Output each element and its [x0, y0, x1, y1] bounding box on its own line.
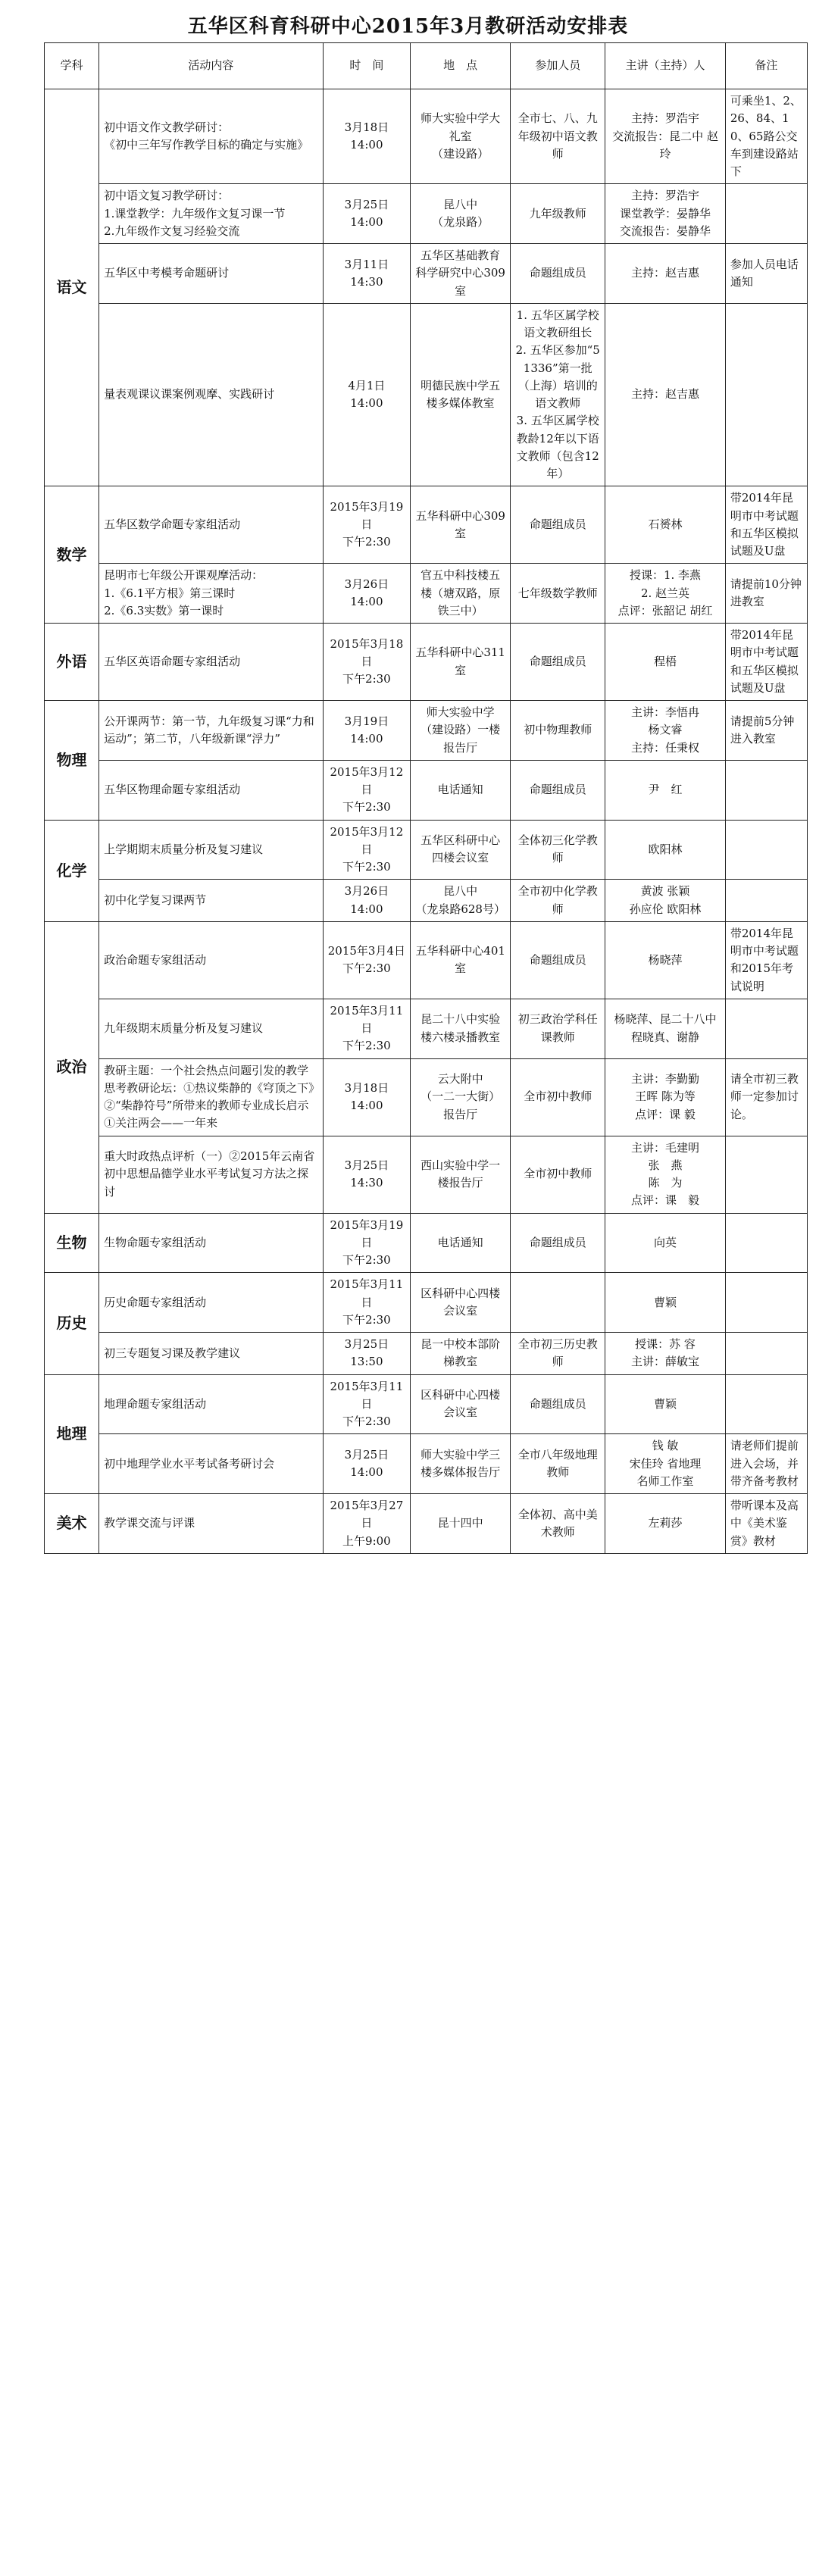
- content-cell: 初三专题复习课及教学建议: [99, 1333, 324, 1375]
- people-cell: 七年级数学教师: [511, 564, 605, 624]
- header-row: [45, 43, 808, 89]
- speaker-cell: 主讲：李悟冉 杨文睿 主持：任秉权: [605, 701, 726, 761]
- content-cell: 上学期期末质量分析及复习建议: [99, 820, 324, 880]
- note-cell: [725, 303, 807, 486]
- table-row: [45, 701, 808, 761]
- table-row: [45, 999, 808, 1058]
- content-cell: 五华区中考模考命题研讨: [99, 244, 324, 304]
- place-cell: 五华科研中心401室: [411, 921, 511, 999]
- content-cell: 初中化学复习课两节: [99, 880, 324, 922]
- header-note: 备注: [725, 43, 807, 89]
- place-cell: 电话通知: [411, 760, 511, 820]
- people-cell: 初中物理教师: [511, 701, 605, 761]
- time-cell: 2015年3月27日 上午9:00: [323, 1494, 410, 1554]
- place-cell: 昆二十八中实验楼六楼录播教室: [411, 999, 511, 1058]
- subject-cell: 政治: [45, 921, 99, 1213]
- people-cell: 命题组成员: [511, 486, 605, 564]
- header-people: 参加人员: [511, 43, 605, 89]
- speaker-cell: 石赟林: [605, 486, 726, 564]
- speaker-cell: 向英: [605, 1213, 726, 1273]
- speaker-cell: 主讲：李勤勤 王晖 陈为等 点评：课 毅: [605, 1058, 726, 1136]
- people-cell: 命题组成员: [511, 1374, 605, 1434]
- table-row: [45, 1273, 808, 1333]
- table-row: [45, 1213, 808, 1273]
- time-cell: 2015年3月19日 下午2:30: [323, 1213, 410, 1273]
- subject-cell: 地理: [45, 1374, 99, 1494]
- place-cell: 昆一中校本部阶梯教室: [411, 1333, 511, 1375]
- time-cell: 3月25日 14:30: [323, 1136, 410, 1213]
- people-cell: [511, 1273, 605, 1333]
- table-row: [45, 1058, 808, 1136]
- content-cell: 地理命题专家组活动: [99, 1374, 324, 1434]
- table-row: [45, 1494, 808, 1554]
- subject-cell: 美术: [45, 1494, 99, 1554]
- content-cell: 五华区物理命题专家组活动: [99, 760, 324, 820]
- speaker-cell: 黄波 张颖 孙应伦 欧阳林: [605, 880, 726, 922]
- people-cell: 全市初三历史教师: [511, 1333, 605, 1375]
- content-cell: 量表观课议课案例观摩、实践研讨: [99, 303, 324, 486]
- speaker-cell: 尹 红: [605, 760, 726, 820]
- table-row: [45, 244, 808, 304]
- content-cell: 教研主题：一个社会热点问题引发的教学思考教研论坛：①热议柴静的《穹顶之下》②“柴静符号”所带来的教师专业成长启示 ①关注两会——一年来: [99, 1058, 324, 1136]
- place-cell: 五华科研中心309室: [411, 486, 511, 564]
- place-cell: 五华区基础教育科学研究中心309室: [411, 244, 511, 304]
- speaker-cell: 主持：罗浩宇 课堂教学：晏静华 交流报告：晏静华: [605, 184, 726, 244]
- note-cell: [725, 1213, 807, 1273]
- time-cell: 3月26日 14:00: [323, 564, 410, 624]
- note-cell: 请全市初三教师一定参加讨论。: [725, 1058, 807, 1136]
- subject-cell: 外语: [45, 624, 99, 701]
- subject-cell: 数学: [45, 486, 99, 624]
- people-cell: 全市初中教师: [511, 1058, 605, 1136]
- content-cell: 政治命题专家组活动: [99, 921, 324, 999]
- time-cell: 3月18日 14:00: [323, 89, 410, 184]
- table-row: [45, 1434, 808, 1494]
- place-cell: 昆十四中: [411, 1494, 511, 1554]
- note-cell: [725, 820, 807, 880]
- people-cell: 命题组成员: [511, 760, 605, 820]
- content-cell: 重大时政热点评析（一）②2015年云南省初中思想品德学业水平考试复习方法之探讨: [99, 1136, 324, 1213]
- time-cell: 3月25日 14:00: [323, 1434, 410, 1494]
- speaker-cell: 授课：苏 容 主讲：薛敏宝: [605, 1333, 726, 1375]
- note-cell: 带2014年昆明市中考试题和五华区模拟试题及U盘: [725, 624, 807, 701]
- content-cell: 昆明市七年级公开课观摩活动： 1.《6.1平方根》第三课时 2.《6.3实数》第一课时: [99, 564, 324, 624]
- note-cell: [725, 1273, 807, 1333]
- people-cell: 初三政治学科任课教师: [511, 999, 605, 1058]
- people-cell: 命题组成员: [511, 244, 605, 304]
- speaker-cell: 欧阳林: [605, 820, 726, 880]
- place-cell: 师大实验中学（建设路）一楼报告厅: [411, 701, 511, 761]
- table-row: [45, 89, 808, 184]
- time-cell: 3月18日 14:00: [323, 1058, 410, 1136]
- header-subject: 学科: [45, 43, 99, 89]
- table-row: [45, 820, 808, 880]
- place-cell: 明德民族中学五楼多媒体教室: [411, 303, 511, 486]
- content-cell: 历史命题专家组活动: [99, 1273, 324, 1333]
- content-cell: 五华区英语命题专家组活动: [99, 624, 324, 701]
- place-cell: 电话通知: [411, 1213, 511, 1273]
- place-cell: 区科研中心四楼会议室: [411, 1374, 511, 1434]
- time-cell: 2015年3月12日 下午2:30: [323, 820, 410, 880]
- schedule-table: [44, 42, 808, 1554]
- place-cell: 昆八中 （龙泉路）: [411, 184, 511, 244]
- header-place: 地 点: [411, 43, 511, 89]
- time-cell: 2015年3月4日下午2:30: [323, 921, 410, 999]
- content-cell: 公开课两节：第一节，九年级复习课“力和运动”；第二节，八年级新课“浮力”: [99, 701, 324, 761]
- note-cell: [725, 1333, 807, 1375]
- time-cell: 2015年3月12日 下午2:30: [323, 760, 410, 820]
- speaker-cell: 左莉莎: [605, 1494, 726, 1554]
- time-cell: 2015年3月18日 下午2:30: [323, 624, 410, 701]
- time-cell: 3月25日 14:00: [323, 184, 410, 244]
- content-cell: 生物命题专家组活动: [99, 1213, 324, 1273]
- subject-cell: 语文: [45, 89, 99, 486]
- people-cell: 全市初中化学教师: [511, 880, 605, 922]
- speaker-cell: 主讲：毛建明 张 燕 陈 为 点评：课 毅: [605, 1136, 726, 1213]
- place-cell: 云大附中 （一二一大街）报告厅: [411, 1058, 511, 1136]
- subject-cell: 生物: [45, 1213, 99, 1273]
- note-cell: [725, 880, 807, 922]
- speaker-cell: 主持：赵吉惠: [605, 244, 726, 304]
- table-row: [45, 624, 808, 701]
- content-cell: 初中地理学业水平考试备考研讨会: [99, 1434, 324, 1494]
- time-cell: 4月1日 14:00: [323, 303, 410, 486]
- speaker-cell: 曹颖: [605, 1273, 726, 1333]
- note-cell: [725, 760, 807, 820]
- speaker-cell: 杨晓萍、昆二十八中程晓真、谢静: [605, 999, 726, 1058]
- table-row: [45, 184, 808, 244]
- note-cell: [725, 184, 807, 244]
- content-cell: 五华区数学命题专家组活动: [99, 486, 324, 564]
- note-cell: 请提前5分钟进入教室: [725, 701, 807, 761]
- people-cell: 命题组成员: [511, 1213, 605, 1273]
- note-cell: 请提前10分钟进教室: [725, 564, 807, 624]
- subject-cell: 物理: [45, 701, 99, 821]
- content-cell: 初中语文作文教学研讨： 《初中三年写作教学目标的确定与实施》: [99, 89, 324, 184]
- speaker-cell: 杨晓萍: [605, 921, 726, 999]
- people-cell: 命题组成员: [511, 921, 605, 999]
- people-cell: 九年级教师: [511, 184, 605, 244]
- note-cell: [725, 1374, 807, 1434]
- speaker-cell: 程梧: [605, 624, 726, 701]
- time-cell: 2015年3月11日 下午2:30: [323, 1273, 410, 1333]
- header-time: 时 间: [323, 43, 410, 89]
- header-content: 活动内容: [99, 43, 324, 89]
- place-cell: 区科研中心四楼会议室: [411, 1273, 511, 1333]
- note-cell: 可乘坐1、2、26、84、10、65路公交车到建设路站下: [725, 89, 807, 184]
- people-cell: 全体初三化学教师: [511, 820, 605, 880]
- time-cell: 2015年3月11日 下午2:30: [323, 999, 410, 1058]
- speaker-cell: 主持：赵吉惠: [605, 303, 726, 486]
- speaker-cell: 曹颖: [605, 1374, 726, 1434]
- note-cell: 带2014年昆明市中考试题和五华区模拟试题及U盘: [725, 486, 807, 564]
- people-cell: 全市初中教师: [511, 1136, 605, 1213]
- note-cell: [725, 999, 807, 1058]
- place-cell: 五华科研中心311室: [411, 624, 511, 701]
- speaker-cell: 主持：罗浩宇 交流报告：昆二中 赵玲: [605, 89, 726, 184]
- place-cell: 昆八中 （龙泉路628号）: [411, 880, 511, 922]
- time-cell: 3月11日 14:30: [323, 244, 410, 304]
- table-row: [45, 1333, 808, 1375]
- place-cell: 五华区科研中心四楼会议室: [411, 820, 511, 880]
- place-cell: 西山实验中学一楼报告厅: [411, 1136, 511, 1213]
- note-cell: 请老师们提前进入会场，并带齐备考教材: [725, 1434, 807, 1494]
- header-speaker: 主讲（主持）人: [605, 43, 726, 89]
- people-cell: 全体初、高中美术教师: [511, 1494, 605, 1554]
- time-cell: 3月26日 14:00: [323, 880, 410, 922]
- people-cell: 全市八年级地理教师: [511, 1434, 605, 1494]
- note-cell: 参加人员电话通知: [725, 244, 807, 304]
- time-cell: 2015年3月11日 下午2:30: [323, 1374, 410, 1434]
- note-cell: 带听课本及高中《美术鉴赏》教材: [725, 1494, 807, 1554]
- time-cell: 3月19日 14:00: [323, 701, 410, 761]
- table-row: [45, 880, 808, 922]
- content-cell: 初中语文复习教学研讨： 1.课堂教学：九年级作文复习课一节 2.九年级作文复习经验交流: [99, 184, 324, 244]
- subject-cell: 历史: [45, 1273, 99, 1374]
- document-title: 五华区科育科研中心2015年3月教研活动安排表: [187, 15, 629, 38]
- time-cell: 3月25日 13:50: [323, 1333, 410, 1375]
- content-cell: 九年级期末质量分析及复习建议: [99, 999, 324, 1058]
- note-cell: 带2014年昆明市中考试题和2015年考试说明: [725, 921, 807, 999]
- table-row: [45, 921, 808, 999]
- place-cell: 官五中科技楼五楼（塘双路，原铁三中）: [411, 564, 511, 624]
- table-row: [45, 1374, 808, 1434]
- table-row: [45, 760, 808, 820]
- table-row: [45, 564, 808, 624]
- people-cell: 全市七、八、九年级初中语文教师: [511, 89, 605, 184]
- people-cell: 1. 五华区属学校语文教研组长 2. 五华区参加“51336”第一批（上海）培训的语文教师 3. 五华区属学校教龄12年以下语文教师（包含12年）: [511, 303, 605, 486]
- place-cell: 师大实验中学三楼多媒体报告厅: [411, 1434, 511, 1494]
- people-cell: 命题组成员: [511, 624, 605, 701]
- note-cell: [725, 1136, 807, 1213]
- time-cell: 2015年3月19日 下午2:30: [323, 486, 410, 564]
- speaker-cell: 钱 敏 宋佳玲 省地理 名师工作室: [605, 1434, 726, 1494]
- speaker-cell: 授课：1. 李燕 2. 赵兰英 点评：张韶记 胡红: [605, 564, 726, 624]
- table-row: [45, 1136, 808, 1213]
- content-cell: 教学课交流与评课: [99, 1494, 324, 1554]
- table-row: [45, 486, 808, 564]
- table-row: [45, 303, 808, 486]
- subject-cell: 化学: [45, 820, 99, 921]
- place-cell: 师大实验中学大礼室 （建设路）: [411, 89, 511, 184]
